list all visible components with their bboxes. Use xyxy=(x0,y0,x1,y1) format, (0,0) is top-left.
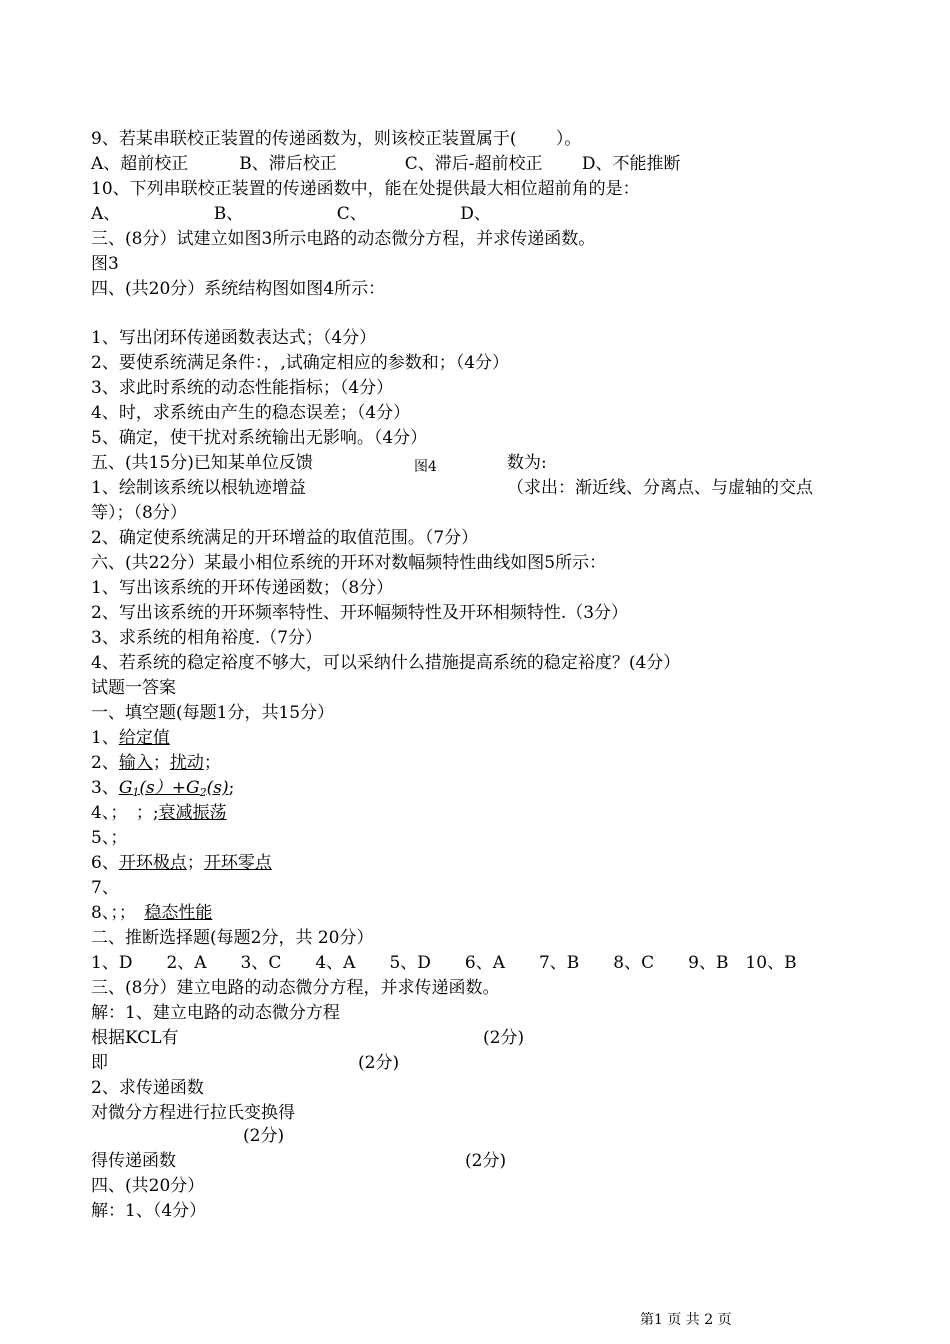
answer-2-end: ； xyxy=(203,753,221,773)
answer-6-text-2: 开环零点 xyxy=(203,853,272,873)
answer-8-number: 8、；； xyxy=(91,903,145,923)
answer-3-sub2: 2 xyxy=(199,786,207,799)
section-6-item-2: 2、写出该系统的开环频率特性、开环幅频特性及开环相频特性.（3分） xyxy=(91,603,629,623)
answer-section-3-kcl: 根据KCL有 xyxy=(91,1028,179,1048)
answer-6-separator: ； xyxy=(186,853,204,873)
section-4-item-4: 4、时，求系统由产生的稳态误差；（4分） xyxy=(91,403,411,423)
page-footer: 第1 页 共 2 页 xyxy=(640,1312,732,1328)
score-mark: (2分) xyxy=(243,1126,285,1146)
answer-1 xyxy=(91,727,170,749)
answer-3-sub1: 1 xyxy=(132,786,140,799)
section-5-question-start: 五、(共15分)已知某单位反馈 xyxy=(91,453,313,473)
answer-3-g2: G xyxy=(186,778,200,798)
answer-2-number: 2、 xyxy=(91,753,119,773)
answer-section-3-laplace: 对微分方程进行拉氏变换得 xyxy=(91,1103,295,1123)
section-5-item-1-cont: 等）；（8分） xyxy=(91,503,187,523)
answer-section-4-step-1: 解：1、（4分） xyxy=(91,1201,207,1221)
answer-section-3-ji: 即 xyxy=(91,1053,108,1073)
answer-1-text: 给定值 xyxy=(118,728,170,748)
answer-section-4-title: 四、(共20分） xyxy=(91,1176,205,1196)
score-mark: (2分) xyxy=(358,1053,400,1073)
section-3-question: 三、(8分）试建立如图3所示电路的动态微分方程，并求传递函数。 xyxy=(91,229,596,249)
answer-section-1-title: 一、填空题(每题1分，共15分） xyxy=(91,703,335,723)
figure-4-caption: 图4 xyxy=(414,459,437,475)
answer-section-2-answers: 1、D 2、A 3、C 4、A 5、D 6、A 7、B 8、C 9、B 10、B xyxy=(91,953,797,973)
answer-2-separator: ； xyxy=(152,753,170,773)
section-4-item-2: 2、要使系统满足条件：，,试确定相应的参数和；（4分） xyxy=(91,353,510,373)
score-mark: (2分) xyxy=(483,1028,525,1048)
section-5-item-1-start: 1、绘制该系统以根轨迹增益 xyxy=(91,478,306,498)
answer-2-text-2: 扰动 xyxy=(169,753,204,773)
section-6-item-1: 1、写出该系统的开环传递函数；（8分） xyxy=(91,578,394,598)
answer-4-text: 衰减振荡 xyxy=(158,803,227,823)
answer-title: 试题一答案 xyxy=(91,678,176,698)
section-6-question: 六、(共22分）某最小相位系统的开环对数幅频特性曲线如图5所示： xyxy=(91,553,607,573)
section-5-item-2: 2、确定使系统满足的开环增益的取值范围。（7分） xyxy=(91,528,479,548)
overlapping-figure-edge xyxy=(337,479,505,495)
section-6-item-4: 4、若系统的稳定裕度不够大，可以采纳什么措施提高系统的稳定裕度？(4分） xyxy=(91,653,681,673)
answer-1-number: 1、 xyxy=(91,728,119,748)
score-mark: (2分) xyxy=(465,1151,507,1171)
answer-section-3-title: 三、(8分）建立电路的动态微分方程，并求传递函数。 xyxy=(91,978,500,998)
answer-section-2-title: 二、推断选择题(每题2分，共 20分） xyxy=(91,928,374,948)
answer-2 xyxy=(91,752,221,774)
section-5-question-end: 数为: xyxy=(507,453,547,473)
section-4-question: 四、(共20分）系统结构图如图4所示： xyxy=(91,279,386,299)
section-6-item-3: 3、求系统的相角裕度.（7分） xyxy=(91,628,323,648)
answer-section-3-step-1: 解：1、建立电路的动态微分方程 xyxy=(91,1003,340,1023)
answer-3-number: 3、 xyxy=(91,778,119,798)
answer-3-mid1: (s）+ xyxy=(139,778,187,798)
question-10: 10、下列串联校正装置的传递函数中，能在处提供最大相位超前角的是： xyxy=(91,179,640,199)
answer-2-text-1: 输入 xyxy=(118,753,153,773)
answer-section-3-transfer: 得传递函数 xyxy=(91,1151,176,1171)
section-5-item-1-end: （求出：渐近线、分离点、与虚轴的交点 xyxy=(507,478,813,498)
question-9: 9、若某串联校正装置的传递函数为，则该校正装置属于( ）。 xyxy=(91,129,582,149)
answer-5: 5、； xyxy=(91,828,128,848)
section-4-item-5: 5、确定，使干扰对系统输出无影响。（4分） xyxy=(91,428,428,448)
answer-8-text: 稳态性能 xyxy=(144,903,213,923)
answer-6 xyxy=(91,852,272,874)
section-4-item-1: 1、写出闭环传递函数表达式；（4分） xyxy=(91,328,377,348)
answer-4 xyxy=(91,802,227,824)
answer-6-number: 6、 xyxy=(91,853,119,873)
answer-3-end: ; xyxy=(228,778,235,798)
answer-4-number: 4、； ；; xyxy=(91,803,159,823)
answer-section-3-step-2: 2、求传递函数 xyxy=(91,1078,204,1098)
question-9-options: A、超前校正 B、滞后校正 C、滞后-超前校正 D、不能推断 xyxy=(91,154,681,174)
answer-7: 7、 xyxy=(91,878,119,898)
question-10-options: A、 B、 C、 D、 xyxy=(91,204,491,224)
section-4-item-3: 3、求此时系统的动态性能指标；（4分） xyxy=(91,378,394,398)
answer-3-mid2: (s) xyxy=(206,778,229,798)
answer-3-g1: G xyxy=(118,778,133,798)
figure-3-label: 图3 xyxy=(91,254,119,274)
answer-3 xyxy=(91,777,234,799)
answer-8 xyxy=(91,902,212,924)
answer-6-text-1: 开环极点 xyxy=(118,853,187,873)
